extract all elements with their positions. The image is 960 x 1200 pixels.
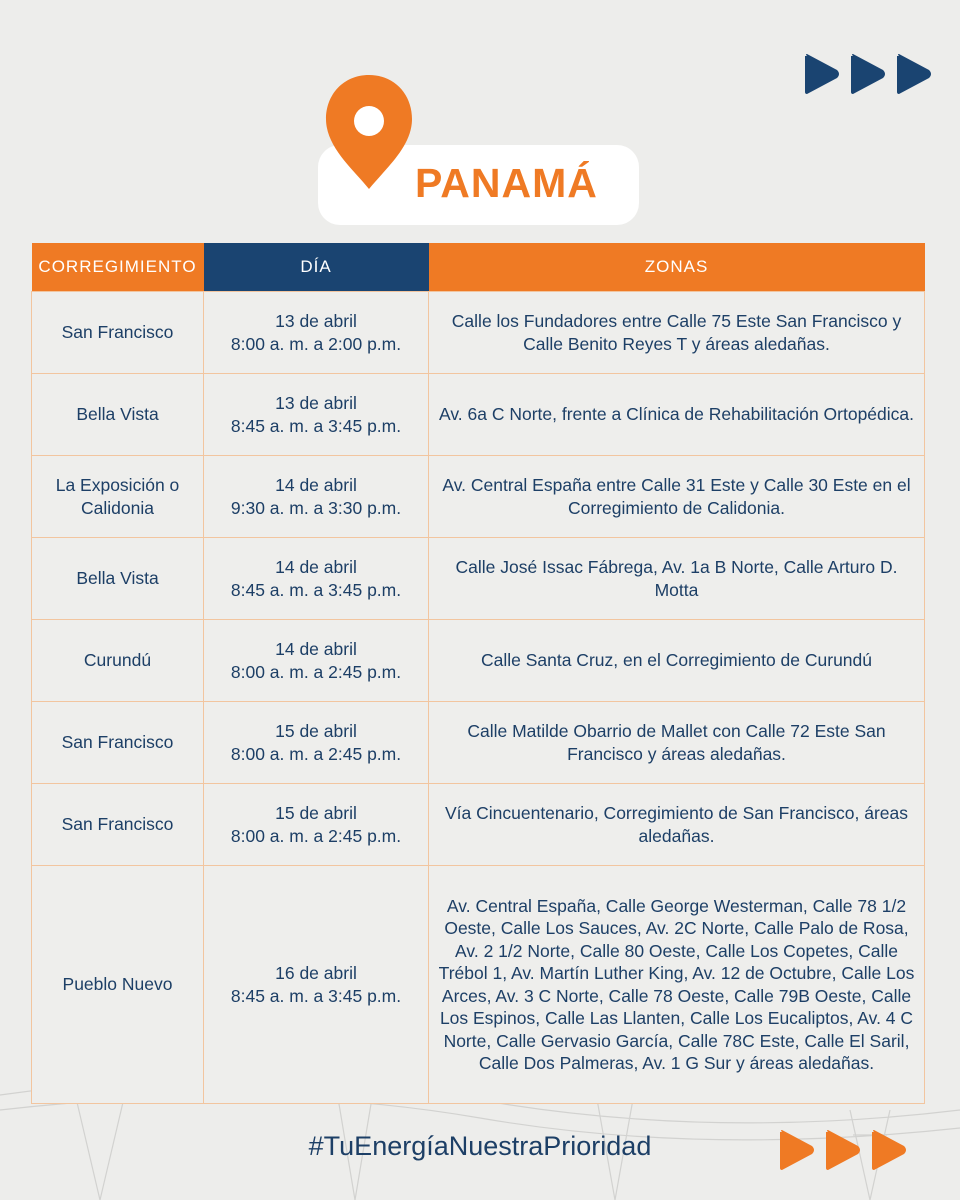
schedule-table — [31, 243, 925, 1104]
header-zonas: ZONAS — [429, 243, 925, 292]
cell-horario: 8:00 a. m. a 2:45 p.m. — [230, 661, 402, 682]
table-row — [32, 784, 925, 866]
cell-corregimiento: San Francisco — [32, 702, 204, 784]
cell-horario: 8:00 a. m. a 2:00 p.m. — [230, 333, 402, 354]
cell-dia — [204, 866, 429, 1104]
cell-horario: 8:45 a. m. a 3:45 p.m. — [230, 415, 402, 436]
cell-horario: 8:00 a. m. a 2:45 p.m. — [230, 825, 402, 846]
cell-zonas: Calle José Issac Fábrega, Av. 1a B Norte, Calle Arturo D. Motta — [429, 538, 925, 620]
table-row — [32, 866, 925, 1104]
triple-arrow-icon — [803, 52, 933, 96]
page-title: PANAMÁ — [415, 160, 598, 206]
cell-fecha: 13 de abril — [275, 393, 357, 413]
cell-zonas: Calle Santa Cruz, en el Corregimiento de Curundú — [429, 620, 925, 702]
table-row — [32, 292, 925, 374]
cell-zonas: Av. Central España, Calle George Westerman, Calle 78 1/2 Oeste, Calle Los Sauces, Av. 2C Norte, Calle Palo de Rosa, Av. 2 1/2 Norte, Calle 80 Oeste, Calle Los Copetes, Calle Trébol 1, Av. Martín Luther King, Av. 12 de Octubre, Calle Los Arces, Av. 3 C Norte, Calle 78 Oeste, Calle 79B Oeste, Calle Los Espinos, Calle Las Llanten, Calle Los Eucaliptos, Av. 4 C Norte, Calle Gervasio García, Calle 78C Este, Calle El Saril, Calle Dos Palmeras, Av. 1 G Sur y áreas aledañas. — [429, 866, 925, 1104]
cell-fecha: 16 de abril — [275, 963, 357, 983]
top-arrows — [803, 52, 933, 96]
cell-corregimiento: San Francisco — [32, 292, 204, 374]
location-pin-icon — [323, 73, 415, 191]
cell-corregimiento: Curundú — [32, 620, 204, 702]
cell-fecha: 14 de abril — [275, 475, 357, 495]
cell-zonas: Calle los Fundadores entre Calle 75 Este San Francisco y Calle Benito Reyes T y áreas aledañas. — [429, 292, 925, 374]
table-row — [32, 702, 925, 784]
cell-zonas: Av. 6a C Norte, frente a Clínica de Rehabilitación Ortopédica. — [429, 374, 925, 456]
cell-zonas: Vía Cincuentenario, Corregimiento de San Francisco, áreas aledañas. — [429, 784, 925, 866]
cell-dia — [204, 292, 429, 374]
table-row — [32, 538, 925, 620]
cell-corregimiento: Bella Vista — [32, 538, 204, 620]
cell-dia — [204, 374, 429, 456]
triple-arrow-icon — [778, 1128, 908, 1172]
cell-dia — [204, 620, 429, 702]
cell-corregimiento: Bella Vista — [32, 374, 204, 456]
cell-dia — [204, 702, 429, 784]
cell-dia — [204, 784, 429, 866]
cell-fecha: 14 de abril — [275, 639, 357, 659]
cell-corregimiento: Pueblo Nuevo — [32, 866, 204, 1104]
cell-dia — [204, 456, 429, 538]
cell-corregimiento: La Exposición o Calidonia — [32, 456, 204, 538]
bottom-arrows — [778, 1128, 908, 1172]
cell-dia — [204, 538, 429, 620]
table-row — [32, 374, 925, 456]
cell-zonas: Calle Matilde Obarrio de Mallet con Calle 72 Este San Francisco y áreas aledañas. — [429, 702, 925, 784]
cell-fecha: 14 de abril — [275, 557, 357, 577]
table-header-row — [32, 243, 925, 292]
hashtag: #TuEnergíaNuestraPrioridad — [308, 1131, 652, 1161]
cell-fecha: 15 de abril — [275, 721, 357, 741]
header-dia: DÍA — [204, 243, 429, 292]
cell-horario: 8:45 a. m. a 3:45 p.m. — [230, 985, 402, 1006]
cell-corregimiento: San Francisco — [32, 784, 204, 866]
cell-fecha: 13 de abril — [275, 311, 357, 331]
cell-fecha: 15 de abril — [275, 803, 357, 823]
cell-zonas: Av. Central España entre Calle 31 Este y Calle 30 Este en el Corregimiento de Calidonia. — [429, 456, 925, 538]
table-row — [32, 456, 925, 538]
table-row — [32, 620, 925, 702]
cell-horario: 9:30 a. m. a 3:30 p.m. — [230, 497, 402, 518]
header-corregimiento: CORREGIMIENTO — [32, 243, 204, 292]
cell-horario: 8:45 a. m. a 3:45 p.m. — [230, 579, 402, 600]
cell-horario: 8:00 a. m. a 2:45 p.m. — [230, 743, 402, 764]
